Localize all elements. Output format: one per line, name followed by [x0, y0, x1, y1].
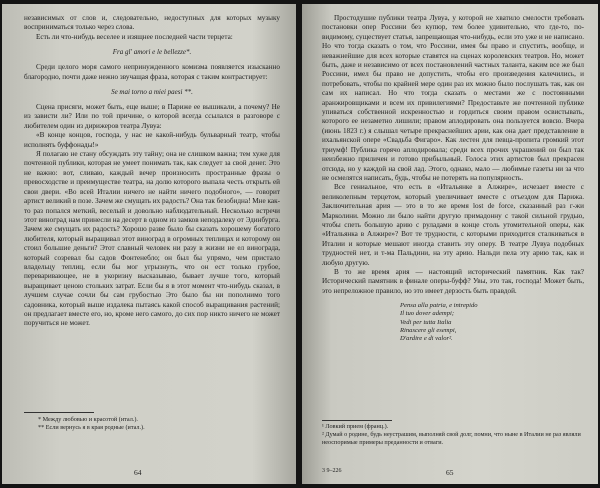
left-verse-quote: Fra gl' amori e le bellezze*. — [112, 48, 192, 57]
italian-poem — [400, 302, 584, 343]
left-footnotes — [38, 416, 278, 432]
poem-line: Il tuo dover adempi; — [400, 310, 455, 318]
right-footnotes — [322, 423, 584, 447]
poem-line: Vedi per tutta Italia — [400, 318, 452, 326]
right-page — [302, 4, 598, 484]
footnote: ¹ Ловкий прием (франц.). — [322, 423, 389, 430]
footnote: ² Думай о родине, будь неустрашим, выполняй свой долг, помни, что ныне в Италии не раз являли неоспоримые примеры преданности и отваги. — [322, 431, 581, 446]
right-page-text — [322, 14, 584, 349]
right-paragraph: Простодушие публики театра Лувуа, у которой не хватило смелости требовать постановки опер Россини без купюр, тем более удивительно, что где-то, по-видимому, существует статья, запрещающая что-нибудь, если это уже и не написано. Но что тогда сказать о том, что Россини, имея бы право и спустить, вообще, и неважнейшие для всех которые ставятся на сценах королевских театров. Но, может быть, даже и независимо от всех постановлений частных таланта, каким все же был Россини, имел бы право не допустить, чтобы его произведения калечились, и потребовать, чтобы по крайней мере один раз их можно было послушать так, как он сам их написал. Но что тогда сказать о местами же с постоянными аранжировщиками и всем их привилегиями? Предоставьте же почтенной публике упиваться собственной искренностью и гордиться своим правом освистывать, которого ее незаметно лишили; правом аплодировать она пользуется вовсю. Вчера (июнь 1823 г.) я слышал четыре прекраснейших арии, как она дает представление в ихальянской опере «Свадьба Фигаро». Как лестен для певца-пропита громкий этот триумф! Публика горячо аплодировала; среди всех прочих украшений он был так неизбежно приличен и готово прибыльный. Голоса этих артистов был прекрасен отсюда, но у каждой на свой лад. Этого, однако, мало — любимые газеты ни за что не осмелятся написать, будь, чтобы не потерять на популярность. — [322, 14, 584, 182]
left-paragraph: Есть ли что-нибудь веселее и изящнее последней части терцета: — [36, 32, 233, 41]
poem-line: Pensa alla patria, e intrepido — [400, 302, 478, 310]
poem-line: Rinascere gli esempi, — [400, 326, 457, 334]
left-paragraph: Среди целого моря самого непринужденного комизма появляется изысканно благородно, почти даже нежно звучащая фраза, которая с таким контрастирует: — [24, 63, 280, 81]
poem-line: D'ardire e di valor². — [400, 335, 453, 342]
left-page-text — [24, 14, 280, 329]
left-paragraph: Я полагаю не стану обсуждать эту тайну; она не слишком важна; тем хуже для почтенной публики, которая не умеет понимать так, как следует за свой денег. Это не важно: вот, сливаю, каждый вечер произносить пространные фразы о превосходстве и преимуществе театра, на долю которого выпала честь открыть ей свои двери. «Во всей Италии ничего не найти ничего подобного», — говорит артист великий в позе. Зачем же смущать их радость? Она так безобидна! Мне как-то раз попался меткий, веселый и довольно наблюдательный. Несколько встречи этот виноград нам принесли на десерт в одном из замков неподалеку от Эдинбурга. Зачем же смущать их радость? Хорошо разве было бы сказать хорошему богатого любителя, который выращивал этот виноград в огромных теплицах и которому он стоил большие деньги? Этот славный человек ни разу в жизни не ел винограда, который созревал бы садов Фонтенебло; он был бы упрямо, чем пристало владельцу теплиц, если бы мог угрызнуть, что он ест только грубое, переваривающее, не в укоризну высказываю, бывает лучше того, который выращивает ценою стольких затрат. Если бы я в этот момент что-нибудь сказал, в лучшем случае сочли бы сам грубостью Это было бы ни пополнимо того садовника, который выше издалека пытаясь какой способ выращивания растений; он предлагает вместе его, но, кроме него самого, до сих пор никто ничего не может поручиться не может. — [24, 150, 280, 328]
footnote: * Между любовью и красотой (итал.). — [38, 416, 138, 423]
page-number: 64 — [134, 468, 142, 477]
footnote-rule — [322, 420, 392, 421]
left-page — [2, 4, 296, 484]
right-paragraph: Все гениальное, что есть в «Итальянке в Алжире», исчезает вместе с великолепным терцетом, который увеличивает вместе с отъездом для Парижа. Заключительная ария — это в то же время lost de force, сказанный раз г-жи Марколини. Можно ли было найти другую примадонну с такой сильной грудью, чтобы спеть большую арию с руладами в конце столь утомительной оперы, как «Итальянка в Алжире»? Вот те трудности, с которыми приходится сталкиваться в Италии и которые мешают иногда ставить эту оперу. В театре Лувуа подобных трудностей нет, и т-ма Пальдини, на эту арию. Нальди пела эту арию так, как и любую другую. — [322, 183, 584, 267]
right-paragraph: В то же время ария — настоящий исторический памятник. Как так? Исторический памятник в финале оперы-буфф? Увы, это так, господа! Может быть, это непреложное правило, но это имеет дерзость быть правдой. — [322, 267, 584, 295]
printer-signature: 3 9–226 — [322, 468, 342, 474]
left-paragraph: Сцена присяги, может быть, еще выше; в Париже ее вышикали, а почему? Не из зависти ли? Или по той причине, о которой всегда ссылался в разговоре с любителем один из дирижеров театра Лувуа: — [24, 103, 280, 130]
left-paragraph: «В конце концов, господа, у нас не какой-нибудь бульварный театр, чтобы исполнять буффонады!» — [24, 131, 280, 149]
footnote-rule — [24, 412, 94, 413]
left-verse-quote: Se mai torno a miei paesi **. — [111, 88, 193, 97]
page-number: 65 — [446, 468, 454, 477]
left-paragraph: независимых от слов и, следовательно, недоступных для которых музыку восприниматься только через слова. — [24, 14, 280, 32]
footnote: ** Если вернусь я в края родные (итал.). — [38, 424, 145, 431]
